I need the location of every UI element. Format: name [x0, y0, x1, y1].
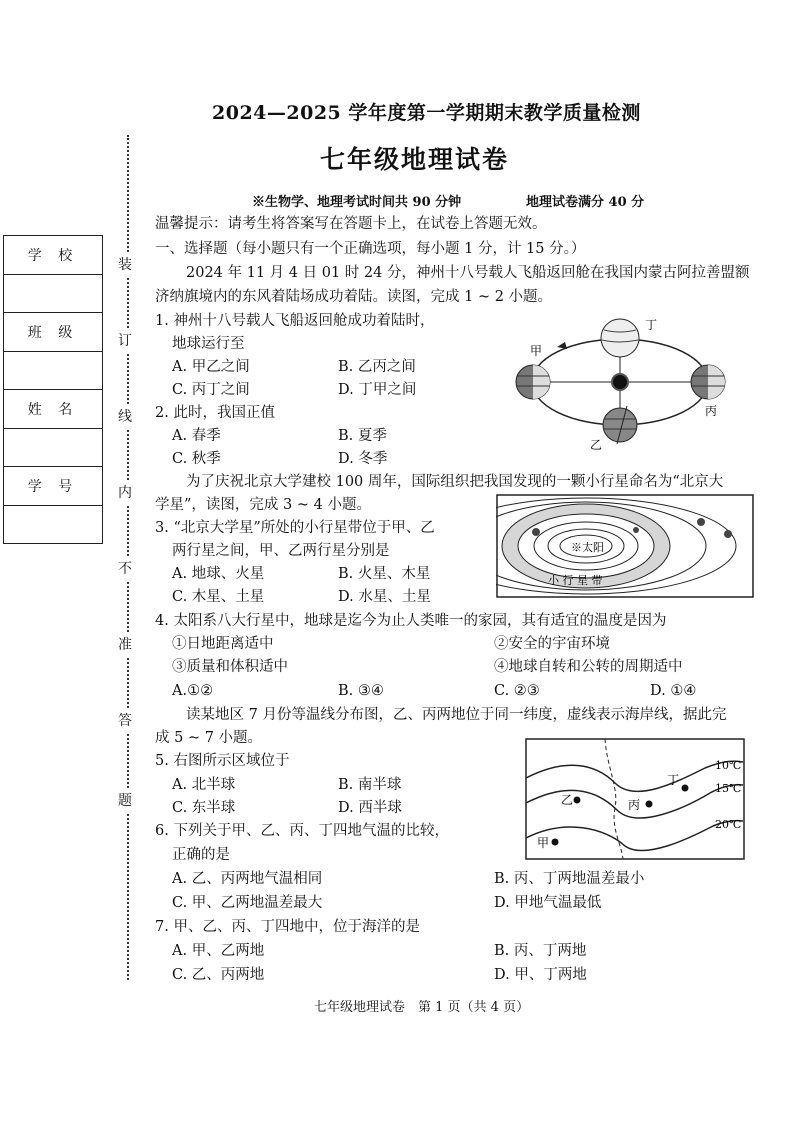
option-b[interactable]: B. 火星、木星	[338, 566, 431, 582]
binding-char: 线	[118, 404, 132, 428]
option-d[interactable]: D. 水星、土星	[338, 589, 431, 605]
option-a[interactable]: A. 春季	[172, 428, 221, 444]
orbit-label-yi: 乙	[590, 438, 603, 452]
school-label: 学 校	[4, 236, 103, 275]
exam-score-info: 地理试卷满分 40 分	[526, 195, 645, 210]
intro-paragraph: 济纳旗境内的东风着陆场成功着陆。读图，完成 1 ~ 2 小题。	[155, 289, 553, 305]
intro-paragraph: 为了庆祝北京大学建校 100 周年，国际组织把我国发现的一颗小行星命名为“北京大	[186, 474, 724, 490]
asteroid-belt-label: 小 行 星 带	[548, 574, 603, 587]
question-1: 1. 神州十八号载人飞船返回舱成功着陆时，	[155, 313, 435, 329]
earth-orbit-figure	[505, 312, 755, 457]
option-a[interactable]: A. 地球、火星	[172, 566, 265, 582]
point-ding: 丁	[667, 773, 680, 787]
class-label: 班 级	[4, 313, 103, 352]
option-c[interactable]: C. 木星、土星	[172, 589, 265, 605]
isotherm-20: 20℃	[715, 818, 742, 831]
student-info-table	[3, 235, 103, 544]
option-a[interactable]: A. 甲乙之间	[172, 359, 250, 375]
intro-paragraph: 读某地区 7 月份等温线分布图，乙、丙两地位于同一纬度，虚线表示海岸线，据此完	[186, 707, 727, 723]
class-field[interactable]	[4, 351, 103, 390]
exam-subtitle: 七年级地理试卷	[320, 145, 510, 174]
intro-paragraph: 成 5 ~ 7 小题。	[155, 730, 263, 746]
statement-3: ③质量和体积适中	[172, 659, 288, 675]
exam-tip: 温馨提示：请考生将答案写在答题卡上，在试卷上答题无效。	[155, 216, 547, 232]
option-c[interactable]: C. 丙丁之间	[172, 382, 250, 398]
option-c[interactable]: C. 东半球	[172, 800, 236, 816]
binding-char: 装	[118, 252, 132, 276]
statement-4: ④地球自转和公转的周期适中	[494, 659, 683, 675]
isotherm-map-figure	[525, 738, 745, 860]
option-c[interactable]: C. 秋季	[172, 451, 221, 467]
name-label: 姓 名	[4, 390, 103, 429]
binding-char: 答	[118, 708, 132, 732]
option-a[interactable]: A. 北半球	[172, 777, 236, 793]
binding-char: 不	[118, 556, 132, 580]
question-4: 4. 太阳系八大行星中，地球是迄今为止人类唯一的家园，其有适宜的温度是因为	[155, 613, 667, 629]
orbit-label-jia: 甲	[530, 344, 543, 358]
option-b[interactable]: B. 南半球	[338, 777, 402, 793]
isotherm-10: 10℃	[715, 759, 742, 772]
option-c[interactable]: C. 甲、乙两地温差最大	[172, 895, 323, 911]
option-d[interactable]: D. 西半球	[338, 800, 402, 816]
option-d[interactable]: D. ①④	[650, 683, 697, 699]
name-field[interactable]	[4, 428, 103, 467]
student-id-label: 学 号	[4, 467, 103, 506]
option-a[interactable]: A. 甲、乙两地	[172, 943, 265, 959]
statement-1: ①日地距离适中	[172, 636, 274, 652]
option-d[interactable]: D. 甲地气温最低	[494, 895, 602, 911]
section-heading: 一、选择题（每小题只有一个正确选项，每小题 1 分，计 15 分。）	[155, 241, 586, 257]
school-field[interactable]	[4, 274, 103, 313]
exam-time-info: ※生物学、地理考试时间共 90 分钟	[252, 195, 462, 210]
option-a[interactable]: A.①②	[172, 683, 214, 699]
question-3: 3. “北京大学星”所处的小行星带位于甲、乙	[155, 520, 435, 536]
binding-char: 订	[118, 328, 132, 352]
intro-paragraph: 2024 年 11 月 4 日 01 时 24 分，神州十八号载人飞船返回舱在我国内蒙古阿拉善盟额	[186, 265, 750, 281]
option-b[interactable]: B. 夏季	[338, 428, 387, 444]
exam-title: 2024—2025 学年度第一学期期末教学质量检测	[212, 102, 641, 124]
page-footer: 七年级地理试卷 第 1 页（共 4 页）	[314, 1000, 530, 1015]
option-b[interactable]: B. 丙、丁两地温差最小	[494, 871, 645, 887]
student-id-field[interactable]	[4, 505, 103, 544]
option-d[interactable]: D. 丁甲之间	[338, 382, 417, 398]
isotherm-15: 15℃	[715, 782, 742, 795]
sun-label: ※太阳	[571, 541, 604, 554]
option-b[interactable]: B. 乙丙之间	[338, 359, 416, 375]
binding-char: 准	[118, 632, 132, 656]
point-bing: 丙	[628, 798, 641, 812]
question-7: 7. 甲、乙、丙、丁四地中，位于海洋的是	[155, 919, 420, 935]
option-c[interactable]: C. ②③	[494, 683, 540, 699]
orbit-label-ding: 丁	[645, 318, 658, 332]
option-b[interactable]: B. 丙、丁两地	[494, 943, 587, 959]
orbit-label-bing: 丙	[705, 404, 718, 418]
question-2: 2. 此时，我国正值	[155, 405, 275, 421]
option-a[interactable]: A. 乙、丙两地气温相同	[172, 871, 323, 887]
option-d[interactable]: D. 冬季	[338, 451, 388, 467]
question-5: 5. 右图所示区域位于	[155, 753, 290, 769]
question-3-cont: 两行星之间，甲、乙两行星分别是	[172, 543, 390, 559]
point-yi: 乙	[561, 793, 574, 807]
binding-char: 题	[118, 788, 132, 812]
solar-system-figure	[496, 494, 754, 598]
intro-paragraph: 学星”，读图，完成 3 ~ 4 小题。	[155, 497, 371, 513]
binding-char: 内	[118, 480, 132, 504]
option-d[interactable]: D. 甲、丁两地	[494, 967, 587, 983]
statement-2: ②安全的宇宙环境	[494, 636, 610, 652]
option-c[interactable]: C. 乙、丙两地	[172, 967, 265, 983]
point-jia: 甲	[537, 836, 550, 850]
question-6: 6. 下列关于甲、乙、丙、丁四地气温的比较，	[155, 823, 449, 839]
option-b[interactable]: B. ③④	[338, 683, 384, 699]
question-1-cont: 地球运行至	[172, 336, 245, 352]
question-6-cont: 正确的是	[172, 847, 230, 863]
